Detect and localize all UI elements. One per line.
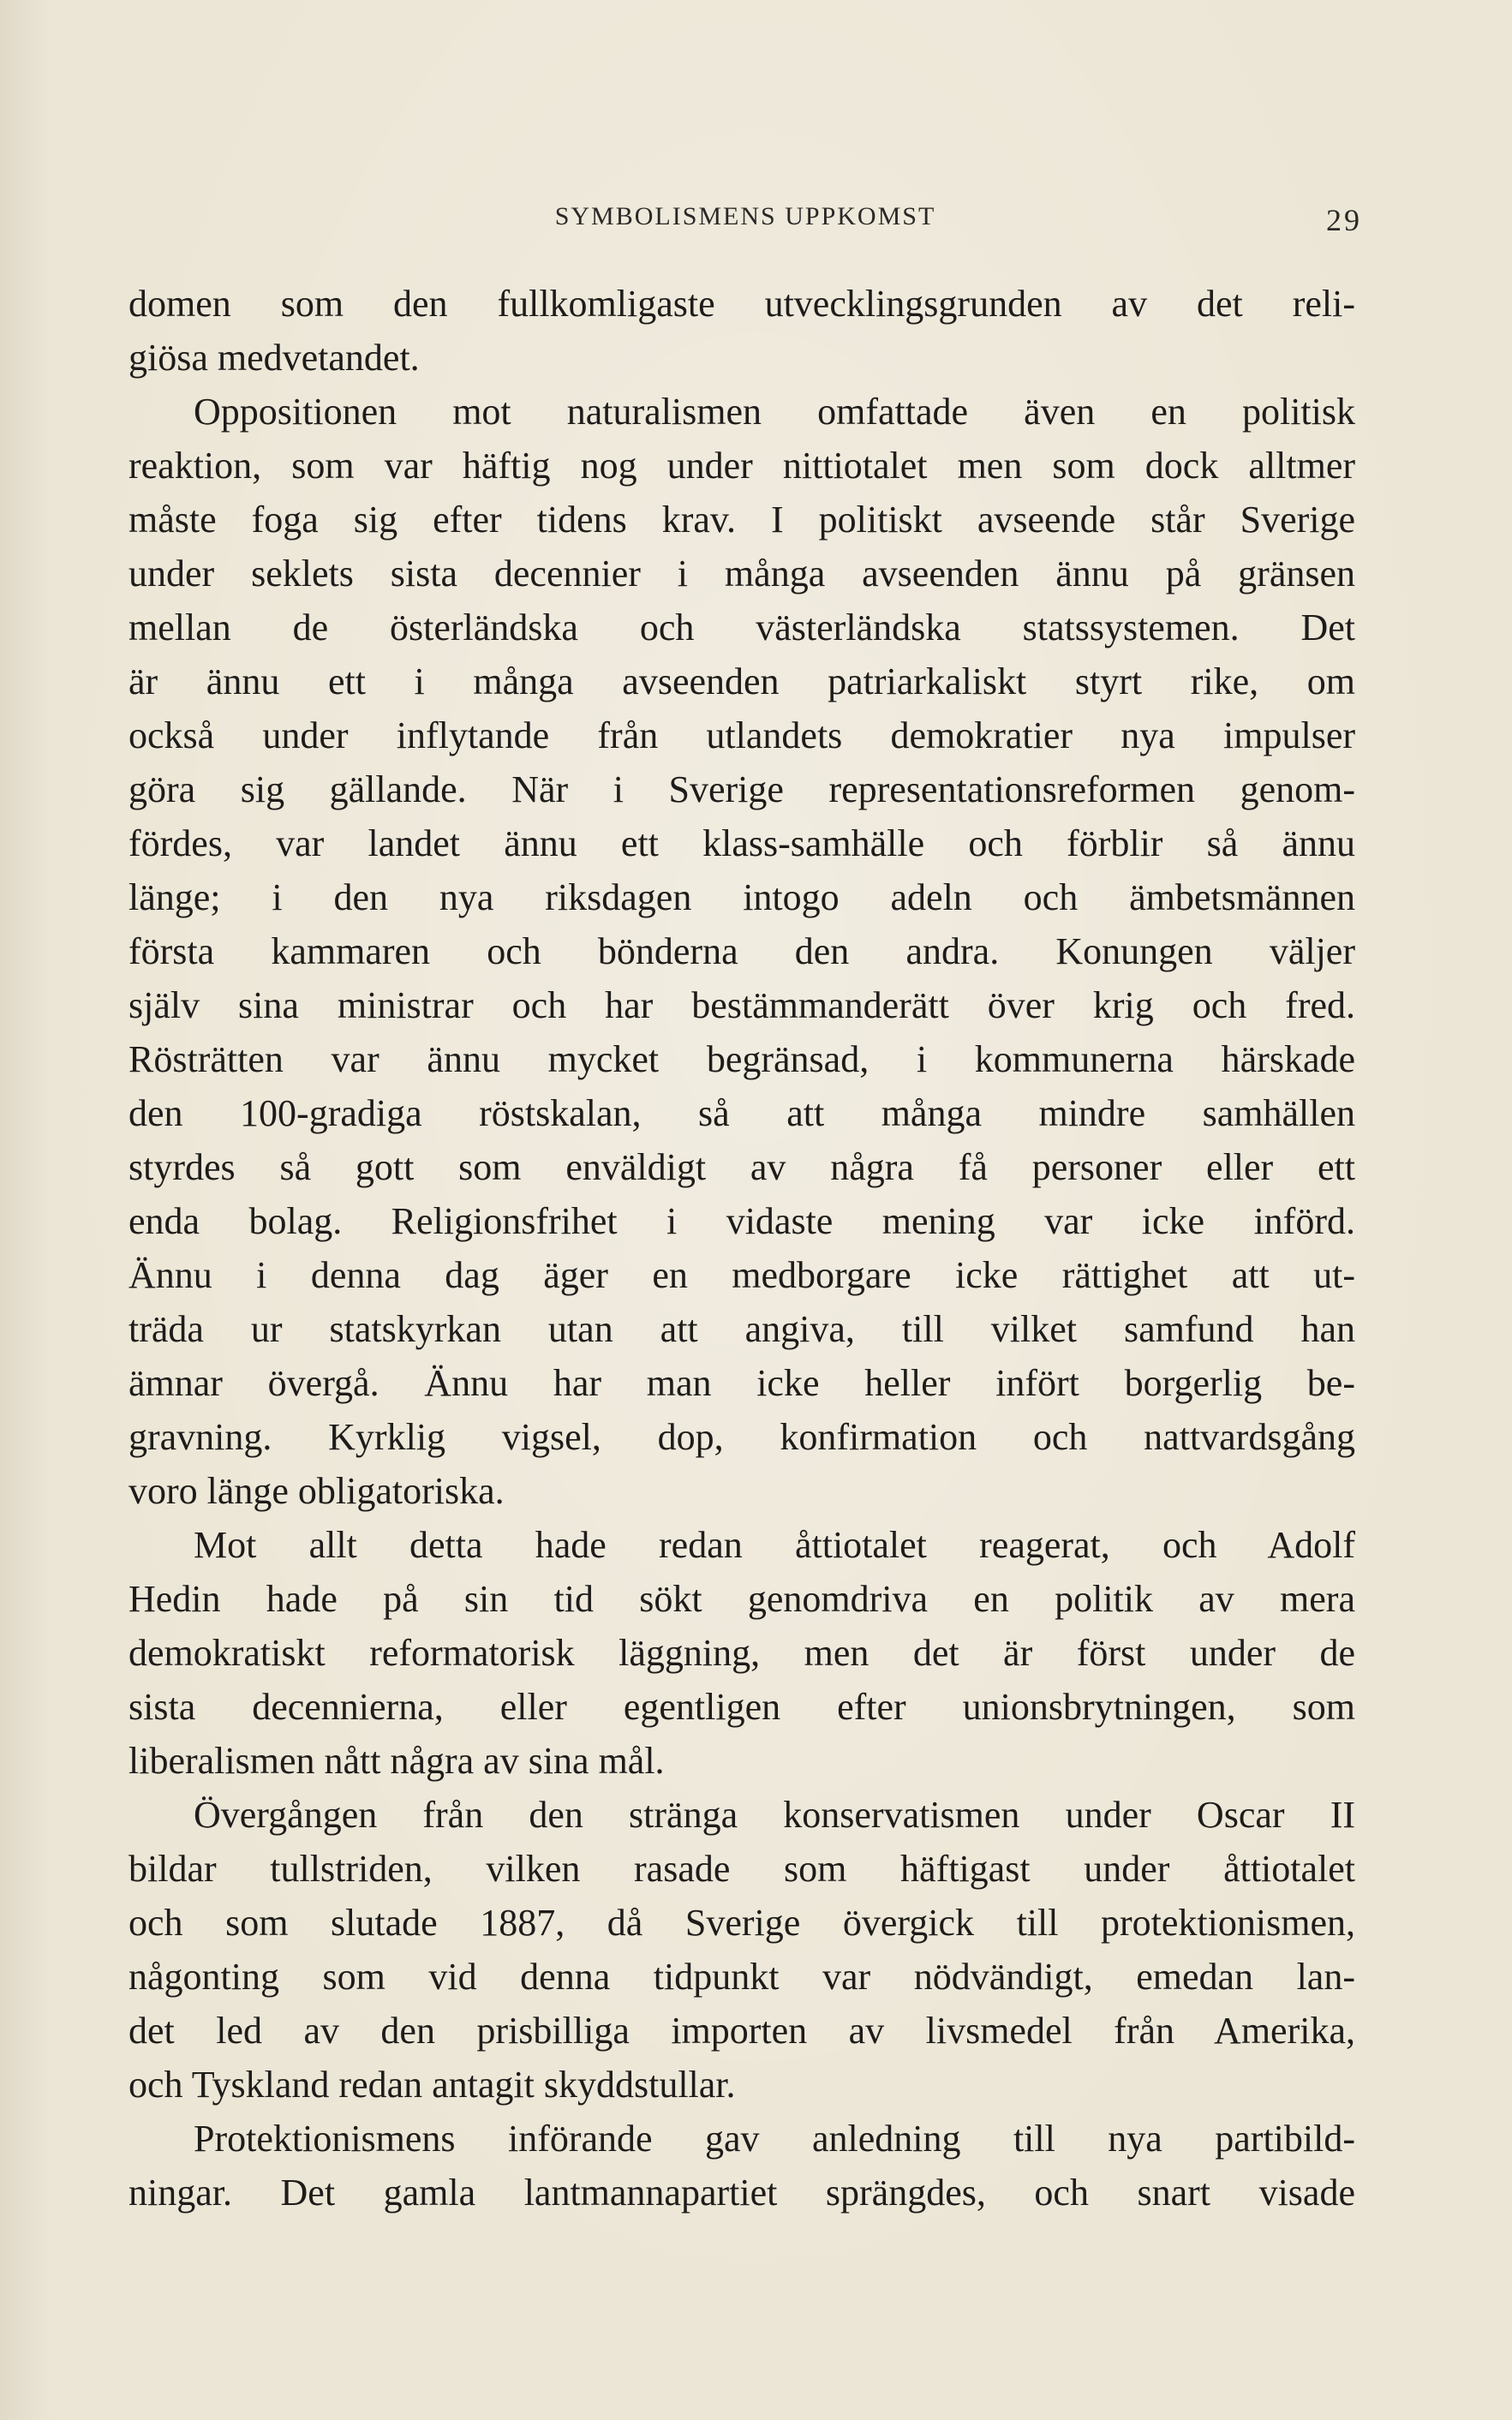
text-line: måste foga sig efter tidens krav. I politiskt avseende står Sverige bbox=[128, 499, 1355, 541]
running-head bbox=[128, 202, 1362, 236]
text-line: mellan de österländska och västerländska statssystemen. Det bbox=[128, 606, 1355, 648]
text-line: fördes, var landet ännu ett klass-samhälle och förblir så ännu bbox=[128, 822, 1355, 864]
text-line: och Tyskland redan antagit skyddstullar. bbox=[128, 2064, 736, 2106]
text-line: träda ur statskyrkan utan att angiva, till vilket samfund han bbox=[128, 1308, 1355, 1350]
text-line: Mot allt detta hade redan åttiotalet reagerat, och Adolf bbox=[194, 1524, 1355, 1566]
text-line: det led av den prisbilliga importen av livsmedel från Amerika, bbox=[128, 2010, 1355, 2052]
text-line: demokratiskt reformatorisk läggning, men det är först under de bbox=[128, 1632, 1355, 1674]
text-line: ämnar övergå. Ännu har man icke heller infört borgerlig be- bbox=[128, 1362, 1355, 1404]
text-line: Övergången från den stränga konservatismen under Oscar II bbox=[194, 1794, 1355, 1836]
text-line: reaktion, som var häftig nog under nittiotalet men som dock alltmer bbox=[128, 445, 1355, 487]
text-line: den 100-gradiga röstskalan, så att många mindre samhällen bbox=[128, 1092, 1355, 1134]
text-line: någonting som vid denna tidpunkt var nödvändigt, emedan lan- bbox=[128, 1956, 1355, 1998]
text-line: gravning. Kyrklig vigsel, dop, konfirmation och nattvardsgång bbox=[128, 1416, 1355, 1458]
text-line: Oppositionen mot naturalismen omfattade även en politisk bbox=[194, 391, 1355, 433]
text-line: också under inflytande från utlandets demokratier nya impulser bbox=[128, 714, 1355, 756]
body-text bbox=[128, 277, 1355, 2220]
text-line: bildar tullstriden, vilken rasade som häftigast under åttiotalet bbox=[128, 1848, 1355, 1890]
text-line: under seklets sista decennier i många avseenden ännu på gränsen bbox=[128, 553, 1355, 595]
page-number: 29 bbox=[1326, 203, 1362, 237]
text-line: domen som den fullkomligaste utvecklingsgrunden av det reli- bbox=[128, 283, 1355, 325]
text-line: Rösträtten var ännu mycket begränsad, i kommunerna härskade bbox=[128, 1038, 1355, 1080]
text-line: styrdes så gott som enväldigt av några få personer eller ett bbox=[128, 1146, 1355, 1188]
text-line: första kammaren och bönderna den andra. Konungen väljer bbox=[128, 930, 1355, 972]
text-line: själv sina ministrar och har bestämmanderätt över krig och fred. bbox=[128, 984, 1355, 1026]
text-line: enda bolag. Religionsfrihet i vidaste mening var icke införd. bbox=[128, 1200, 1355, 1242]
text-line: länge; i den nya riksdagen intogo adeln och ämbetsmännen bbox=[128, 876, 1355, 918]
text-line: sista decennierna, eller egentligen efter unionsbrytningen, som bbox=[128, 1686, 1355, 1728]
text-line: liberalismen nått några av sina mål. bbox=[128, 1740, 665, 1782]
text-line: Protektionismens införande gav anledning till nya partibild- bbox=[194, 2118, 1355, 2160]
running-title: SYMBOLISMENS UPPKOMST bbox=[554, 202, 936, 230]
text-line: giösa medvetandet. bbox=[128, 337, 420, 379]
text-line: och som slutade 1887, då Sverige övergick till protektionismen, bbox=[128, 1902, 1355, 1944]
text-line: ningar. Det gamla lantmannapartiet sprängdes, och snart visade bbox=[128, 2172, 1355, 2214]
text-line: är ännu ett i många avseenden patriarkaliskt styrt rike, om bbox=[128, 660, 1355, 702]
text-line: Hedin hade på sin tid sökt genomdriva en politik av mera bbox=[128, 1578, 1355, 1620]
text-line: göra sig gällande. När i Sverige representationsreformen genom- bbox=[128, 768, 1355, 810]
text-line: Ännu i denna dag äger en medborgare icke rättighet att ut- bbox=[128, 1254, 1355, 1296]
text-line: voro länge obligatoriska. bbox=[128, 1470, 505, 1512]
